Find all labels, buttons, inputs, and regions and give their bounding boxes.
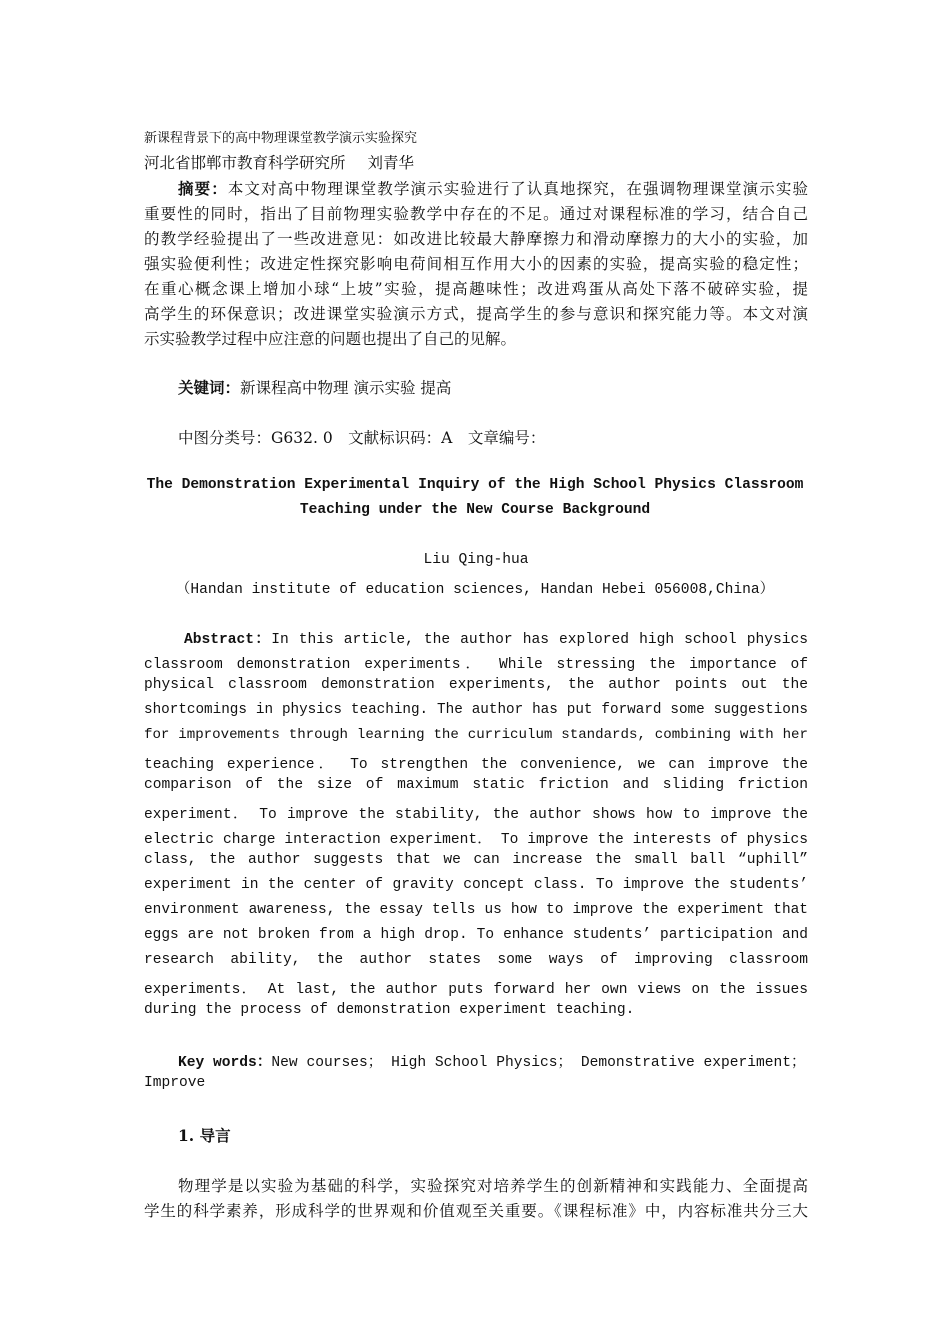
keywords-en-value: New courses； High School Physics； Demonstrative experiment；	[271, 1055, 806, 1071]
abstract-en-line: Abstract：In this article, the author has explored high school physics	[184, 632, 809, 648]
author-name: 刘青华	[367, 154, 415, 172]
abstract-en-line: for improvements through learning the curriculum standards, combining with her	[144, 727, 808, 743]
abstract-cn-line: 在重心概念课上增加小球“上坡”实验，提高趣味性；改进鸡蛋从高处下落不破碎实验，提	[144, 280, 808, 298]
abstract-en-line: teaching experience． To strengthen the convenience, we can improve the	[144, 757, 808, 773]
abstract-en-line: comparison of the size of maximum static friction and sliding friction	[144, 777, 808, 793]
keywords-en-label: Key words：	[178, 1055, 272, 1071]
abstract-cn-line: 示实验教学过程中应注意的问题也提出了自己的见解。	[144, 330, 517, 348]
section-heading: 1. 导言	[178, 1126, 231, 1145]
abstract-cn-line: 的教学经验提出了一些改进意见：如改进比较最大静摩擦力和滑动摩擦力的大小的实验，加	[144, 230, 808, 248]
abstract-en-line: electric charge interaction experiment． To improve the interests of physics	[144, 832, 808, 848]
abstract-en-line: physical classroom demonstration experiments, the author points out the	[144, 677, 808, 693]
abstract-cn-line: 摘要：本文对高中物理课堂教学演示实验进行了认真地探究，在强调物理课堂演示实验	[178, 179, 808, 198]
abstract-en-line: experiment in the center of gravity concept class. To improve the students’	[144, 877, 808, 893]
abstract-en-label: Abstract：	[184, 632, 272, 648]
section-body-line: 学生的科学素养，形成科学的世界观和价值观至关重要。《课程标准》中，内容标准共分三大	[144, 1202, 808, 1220]
author-line	[144, 151, 808, 173]
keywords-cn	[178, 376, 808, 398]
english-title-line-1: The Demonstration Experimental Inquiry of the High School Physics Classroom	[146, 477, 804, 493]
english-author: Liu Qing-hua	[423, 552, 529, 568]
abstract-en-line: class, the author suggests that we can increase the small ball “uphill”	[144, 852, 808, 868]
keywords-cn-value: 新课程高中物理 演示实验 提高	[240, 379, 452, 397]
abstract-cn-label: 摘要：	[178, 179, 228, 198]
english-affiliation: （Handan institute of education sciences, Handan Hebei 056008,China）	[175, 582, 775, 598]
english-title-line-2: Teaching under the New Course Background	[299, 502, 651, 518]
abstract-en-line: environment awareness, the essay tells us how to improve the experiment that	[144, 902, 808, 918]
document-title: 新课程背景下的高中物理课堂教学演示实验探究	[144, 131, 418, 146]
abstract-cn-line: 强实验便利性；改进定性探究影响电荷间相互作用大小的因素的实验，提高实验的稳定性；	[144, 255, 808, 273]
abstract-en-line: during the process of demonstration experiment teaching.	[144, 1002, 635, 1018]
section-body-line: 物理学是以实验为基础的科学，实验探究对培养学生的创新精神和实践能力、全面提高	[178, 1177, 808, 1195]
classification-line: 中图分类号：G632. 0 文献标识码：A 文章编号：	[178, 429, 546, 447]
abstract-en-line: shortcomings in physics teaching. The author has put forward some suggestions	[144, 702, 808, 718]
keywords-en-continued: Improve	[144, 1075, 206, 1091]
abstract-en-line: eggs are not broken from a high drop. To enhance students’ participation and	[144, 927, 808, 943]
abstract-en-line: classroom demonstration experiments． While stressing the importance of	[144, 657, 808, 673]
keywords-cn-label: 关键词：	[178, 378, 241, 397]
affiliation: 河北省邯郸市教育科学研究所	[144, 154, 346, 172]
abstract-en-line: experiment． To improve the stability, the author shows how to improve the	[144, 807, 808, 823]
abstract-cn-line: 高学生的环保意识；改进课堂实验演示方式，提高学生的参与意识和探究能力等。本文对演	[144, 305, 808, 323]
keywords-en	[178, 1050, 808, 1071]
abstract-cn-line: 重要性的同时，指出了目前物理实验教学中存在的不足。通过对课程标准的学习，结合自己	[144, 205, 808, 223]
abstract-en-line: research ability, the author states some ways of improving classroom	[144, 952, 808, 968]
abstract-en-line: experiments． At last, the author puts forward her own views on the issues	[144, 982, 808, 998]
